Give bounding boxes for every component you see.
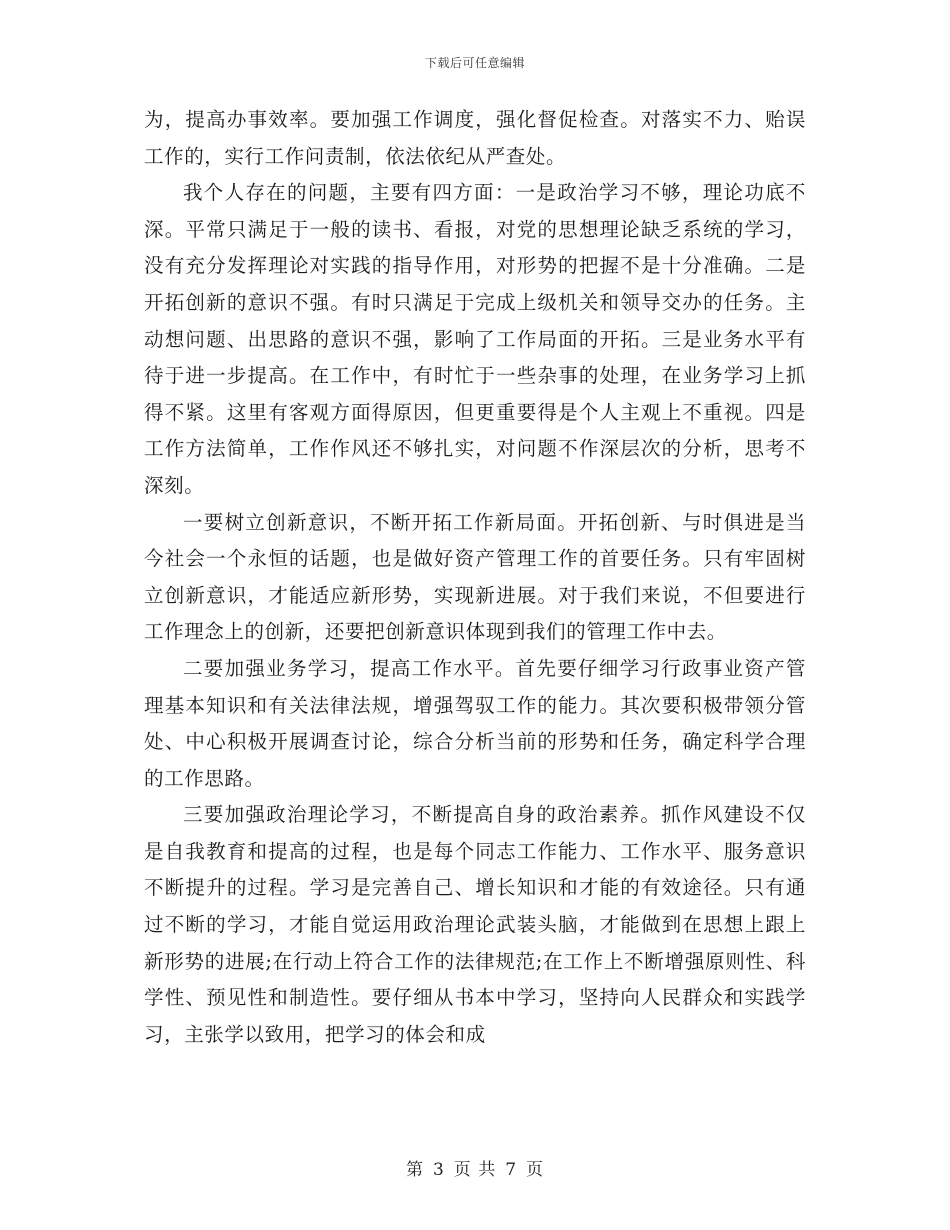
total-pages-number: 7: [505, 1160, 518, 1180]
paragraph-personal-issues: 我个人存在的问题，主要有四方面：一是政治学习不够，理论功底不深。平常只满足于一般的读书、看报，对党的思想理论缺乏系统的学习，没有充分发挥理论对实践的指导作用，对形势的把握不是十分准确。二是开拓创新的意识不强。有时只满足于完成上级机关和领导交办的任务。主动想问题、出思路的意识不强，影响了工作局面的开拓。三是业务水平有待于进一步提高。在工作中，有时忙于一些杂事的处理，在业务学习上抓得不紧。这里有客观方面得原因，但更重要得是个人主观上不重视。四是工作方法简单，工作作风还不够扎实，对问题不作深层次的分析，思考不深刻。: [144, 181, 806, 497]
current-page-number: 3: [432, 1160, 445, 1180]
footer-middle: 页 共: [453, 1160, 497, 1180]
paragraph-innovation: 一要树立创新意识，不断开拓工作新局面。开拓创新、与时俱进是当今社会一个永恒的话题，也是做好资产管理工作的首要任务。只有牢固树立创新意识，才能适应新形势，实现新进展。对于我们来说，不但要进行工作理念上的创新，还要把创新意识体现到我们的管理工作中去。: [144, 510, 806, 644]
paragraph-business-study: 二要加强业务学习，提高工作水平。首先要仔细学习行政事业资产管理基本知识和有关法律法规，增强驾驭工作的能力。其次要积极带领分管处、中心积极开展调查讨论，综合分析当前的形势和任务，确定科学合理的工作思路。: [144, 656, 806, 790]
document-body: [144, 102, 806, 1053]
paragraph-continued: 为，提高办事效率。要加强工作调度，强化督促检查。对落实不力、贻误工作的，实行工作问责制，依法依纪从严查处。: [144, 108, 806, 168]
page-header: 下载后可任意编辑: [424, 56, 525, 70]
paragraph-political-study: 三要加强政治理论学习，不断提高自身的政治素养。抓作风建设不仅是自我教育和提高的过程，也是每个同志工作能力、工作水平、服务意识不断提升的过程。学习是完善自己、增长知识和才能的有效途径。只有通过不断的学习，才能自觉运用政治理论武装头脑，才能做到在思想上跟上新形势的进展;在行动上符合工作的法律规范;在工作上不断增强原则性、科学性、预见性和制造性。要仔细从书本中学习，坚持向人民群众和实践学习，主张学以致用，把学习的体会和成: [144, 803, 806, 1046]
footer-prefix: 第: [405, 1160, 424, 1180]
footer-suffix: 页: [526, 1160, 545, 1180]
page-footer: [0, 1155, 950, 1180]
